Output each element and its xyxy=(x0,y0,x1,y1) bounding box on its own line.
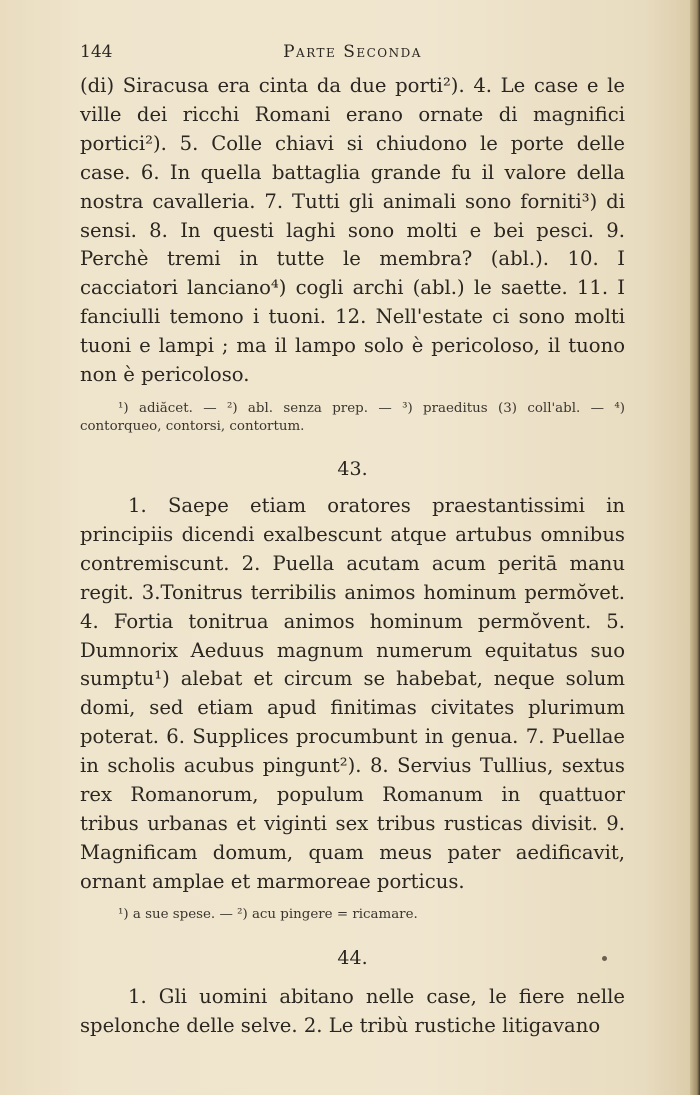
exercise-43-footnote: ¹) a sue spese. — ²) acu pingere = ricamare. xyxy=(118,907,418,922)
ink-speck xyxy=(602,956,607,961)
exercise-44 xyxy=(80,983,625,1041)
exercise-44-heading: 44. xyxy=(337,947,368,969)
exercise-43 xyxy=(80,492,625,897)
exercise-43-heading: 43. xyxy=(337,458,368,480)
page-number: 144 xyxy=(80,42,113,62)
page-header xyxy=(80,42,625,66)
exercise-42-text: (di) Siracusa era cinta da due porti²). 4. Le case e le ville dei ricchi Romani erano ornate di magnifici portici²). 5. Colle chiavi si chiudono le porte delle case. 6. In quella battaglia grande fu il valore della nostra cavalleria. 7. Tutti gli animali sono forniti³) di sensi. 8. In questi laghi sono molti e bei pesci. 9. Perchè tremi in tutte le membra? (abl.). 10. I cacciatori lanciano⁴) cogli archi (abl.) le saette. 11. I fanciulli temono i tuoni. 12. Nell'estate ci sono molti tuoni e lampi ; ma il lampo solo è pericoloso, il tuono non è pericoloso. xyxy=(80,74,625,387)
page-edge-shadow xyxy=(690,0,700,1095)
exercise-42-continuation xyxy=(80,72,625,390)
running-head: Parte Seconda xyxy=(283,42,422,62)
exercise-42-footnotes xyxy=(80,400,625,436)
exercise-42-footnote: ¹) adiăcet. — ²) abl. senza prep. — ³) praeditus (3) coll'abl. — ⁴) contorqueo, contorsi, contortum. xyxy=(80,401,625,434)
exercise-43-footnotes xyxy=(80,906,625,924)
exercise-43-text: 1. Saepe etiam oratores praestantissimi in principiis dicendi exalbescunt atque artubus omnibus contremiscunt. 2. Puella acutam acum peritā manu regit. 3.Tonitrus terribilis animos hominum permŏvet. 4. Fortia tonitrua animos hominum permŏvent. 5. Dumnorix Aeduus magnum numerum equitatus suo sumptu¹) alebat et circum se habebat, neque solum domi, sed etiam apud finitimas civitates plurimum poterat. 6. Supplices procumbunt in genua. 7. Puellae in scholis acubus pingunt²). 8. Servius Tullius, sextus rex Romanorum, populum Romanum in quattuor tribus urbanas et viginti sex tribus rusticas divisit. 9. Magnificam domum, quam meus pater aedificavit, ornant amplae et marmoreae porticus. xyxy=(80,494,625,893)
exercise-44-text: 1. Gli uomini abitano nelle case, le fiere nelle spelonche delle selve. 2. Le tribù rustiche litigavano xyxy=(80,985,625,1037)
